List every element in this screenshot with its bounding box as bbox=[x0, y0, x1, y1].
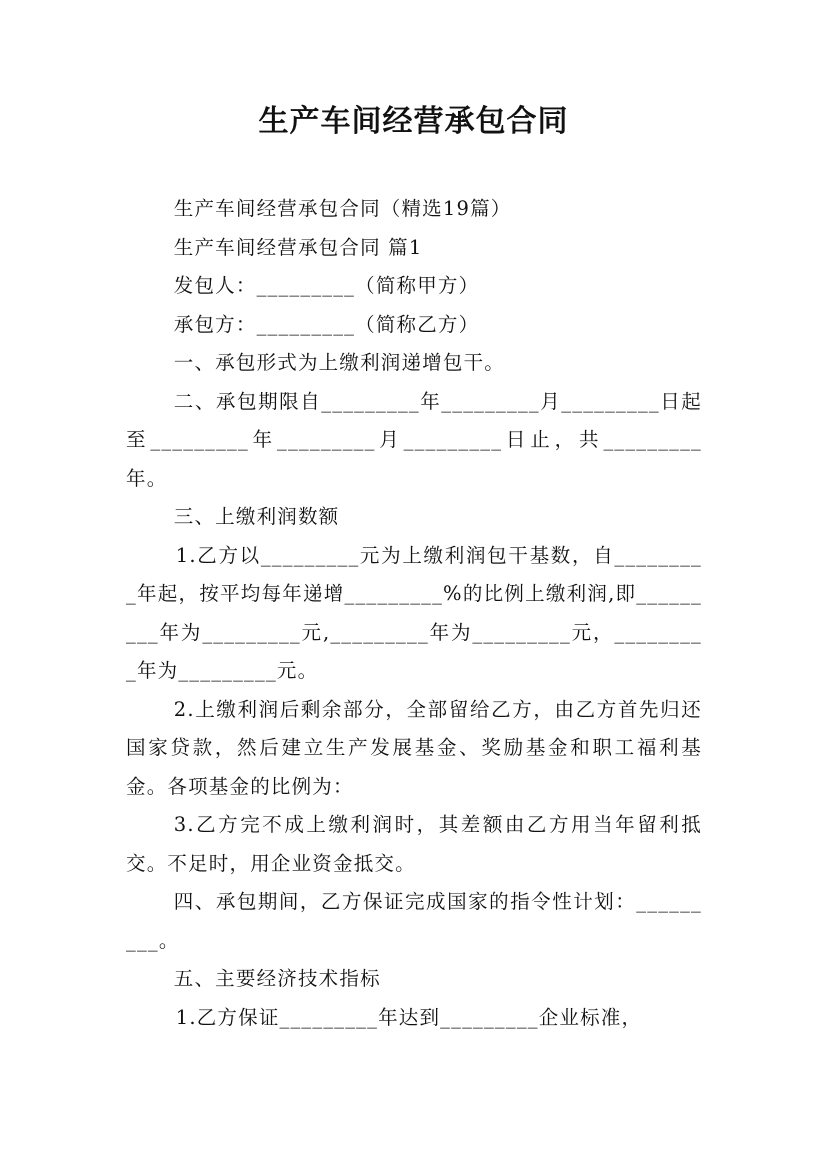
paragraph-subtitle: 生产车间经营承包合同（精选19篇） bbox=[173, 197, 512, 220]
paragraph-section-heading: 生产车间经营承包合同 篇1 bbox=[173, 235, 423, 259]
paragraph-clause-3-item-3: 3.乙方完不成上缴利润时，其差额由乙方用当年留利抵交。不足时，用企业资金抵交。 bbox=[126, 813, 702, 875]
paragraph-clause-3-heading: 三、上缴利润数额 bbox=[173, 505, 340, 528]
document-body bbox=[126, 190, 702, 1037]
paragraph-clause-3-item-1: 1.乙方以_________元为上缴利润包干基数，自_________年起，按平均每年递增_________%的比例上缴利润,即_________年为_________元,_________年为_________元，_________年为_________元。 bbox=[126, 543, 702, 682]
document-title: 生产车间经营承包合同 bbox=[258, 104, 569, 139]
paragraph-clause-2: 二、承包期限自_________年_________月_________日起至_________年_________月_________日止，共_________年。 bbox=[126, 389, 702, 490]
paragraph-clause-5-heading: 五、主要经济技术指标 bbox=[173, 967, 381, 990]
paragraph-clause-1: 一、承包形式为上缴利润递增包干。 bbox=[173, 351, 505, 374]
paragraph-clause-5-item-1: 1.乙方保证_________年达到_________企业标准， bbox=[175, 1005, 643, 1029]
paragraph-clause-4: 四、承包期间，乙方保证完成国家的指令性计划：_________。 bbox=[126, 890, 702, 952]
paragraph-party-a: 发包人：_________（简称甲方） bbox=[173, 274, 480, 297]
paragraph-party-b: 承包方：_________（简称乙方） bbox=[173, 312, 480, 336]
paragraph-clause-3-item-2: 2.上缴利润后剩余部分，全部留给乙方，由乙方首先归还国家贷款，然后建立生产发展基金、奖励基金和职工福利基金。各项基金的比例为： bbox=[126, 697, 702, 798]
